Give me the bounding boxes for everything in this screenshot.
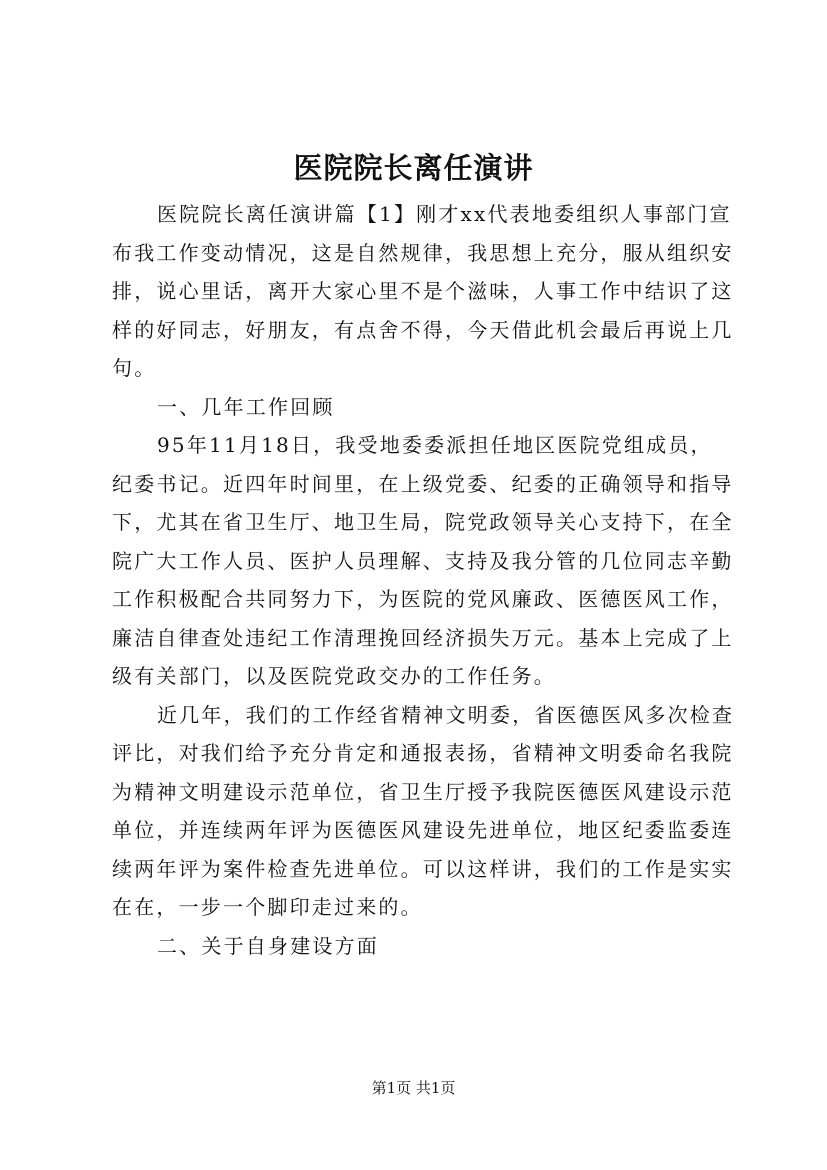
paragraph-line: 在在，一步一个脚印走过来的。 [112,895,423,919]
paragraph-line: 评比，对我们给予充分肯定和通报表扬，省精神文明委命名我院 [112,741,734,765]
paragraph-line: 单位，并连续两年评为医德医风建设先进单位，地区纪委监委连 [112,818,734,842]
paragraph-line: 样的好同志，好朋友，有点舍不得，今天借此机会最后再说上几 [112,317,734,342]
paragraph-line: 下，尤其在省卫生厅、地卫生局，院党政领导关心支持下，在全 [112,510,734,534]
paragraph-line: 近几年，我们的工作经省精神文明委，省医德医风多次检查 [157,702,735,727]
paragraph-line: 续两年评为案件检查先进单位。可以这样讲，我们的工作是实实 [112,856,734,881]
paragraph-line: 廉洁自律查处违纪工作清理挽回经济损失万元。基本上完成了上 [112,625,734,650]
paragraph-line: 纪委书记。近四年时间里，在上级党委、纪委的正确领导和指导 [112,471,734,496]
paragraph-line: 句。 [112,356,157,380]
paragraph-line: 布我工作变动情况，这是自然规律，我思想上充分，服从组织安 [112,240,734,265]
document-title: 医院院长离任演讲 [293,151,534,185]
paragraph-line: 工作积极配合共同努力下，为医院的党风廉政、医德医风工作， [112,587,734,611]
paragraph-line: 为精神文明建设示范单位，省卫生厅授予我院医德医风建设示范 [112,779,734,804]
paragraph-line: 排，说心里话，离开大家心里不是个滋味，人事工作中结识了这 [112,279,734,303]
section-heading: 二、关于自身建设方面 [157,933,379,958]
section-heading: 一、几年工作回顾 [157,394,335,419]
page-footer: 第1页 共1页 [371,1079,456,1097]
paragraph-line: 级有关部门，以及医院党政交办的工作任务。 [112,664,556,688]
paragraph-line: 医院院长离任演讲篇【1】刚才xx代表地委组织人事部门宣 [157,202,732,226]
paragraph-line: 95年11月18日，我受地委委派担任地区医院党组成员， [157,433,713,457]
document-body [112,195,735,965]
paragraph-line: 院广大工作人员、医护人员理解、支持及我分管的几位同志辛勤 [112,548,734,573]
